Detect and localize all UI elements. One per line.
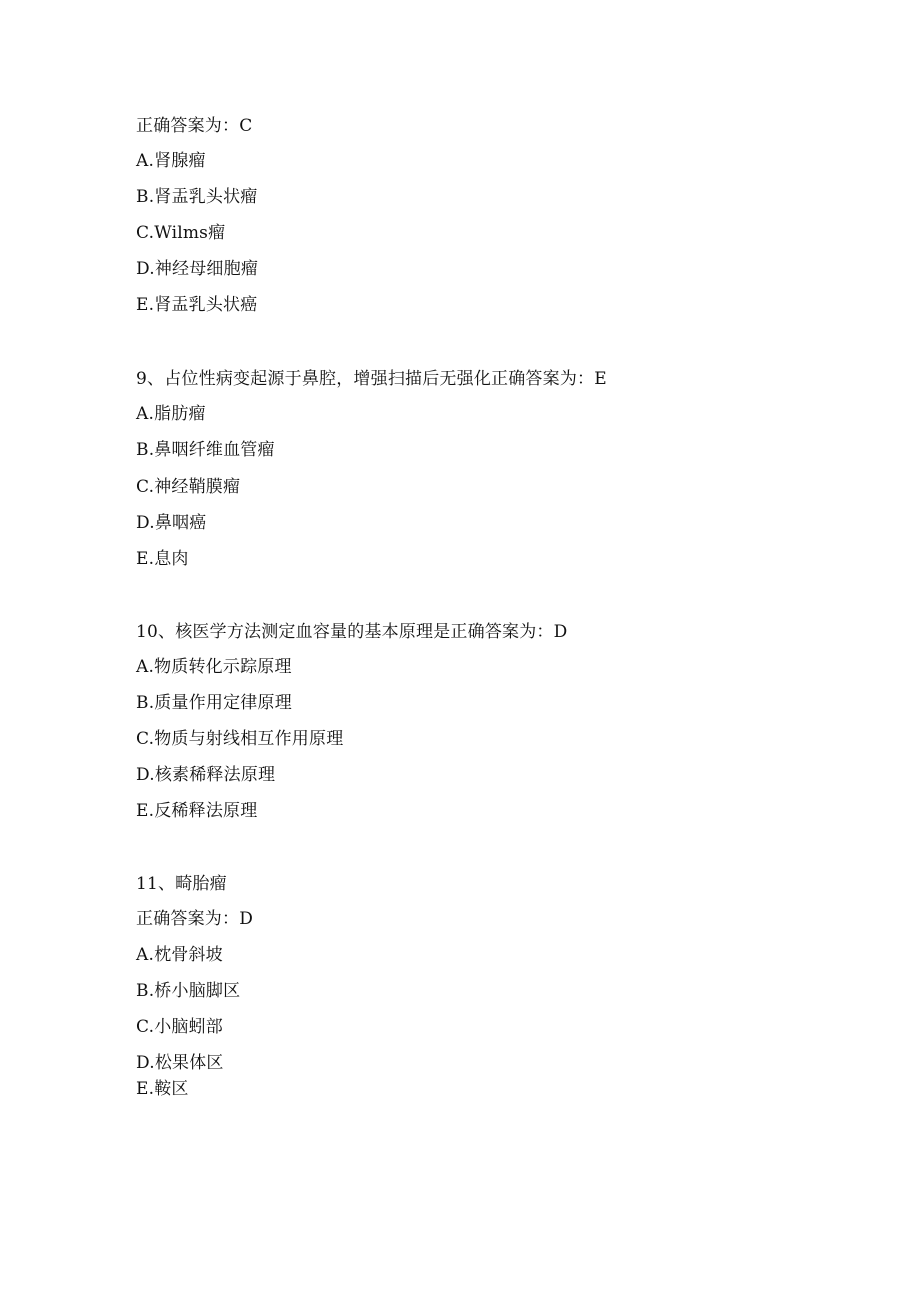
q9-option-a: A.脂肪瘤 [136,404,206,424]
q9-question: 9、占位性病变起源于鼻腔，增强扫描后无强化正确答案为：E [136,369,607,389]
q11-option-e: E.鞍区 [136,1079,189,1099]
q10-question: 10、核医学方法测定血容量的基本原理是正确答案为：D [136,622,568,642]
q11-answer: 正确答案为：D [136,909,254,929]
q8-option-e: E.肾盂乳头状癌 [136,295,258,315]
q9-option-c: C.神经鞘膜瘤 [136,477,241,497]
q11-option-b: B.桥小脑脚区 [136,981,241,1001]
q11-option-c: C.小脑蚓部 [136,1017,224,1037]
q10-option-c: C.物质与射线相互作用原理 [136,729,344,749]
q8-option-d: D.神经母细胞瘤 [136,259,259,279]
q8-option-a: A.肾腺瘤 [136,151,206,171]
q9-option-e: E.息肉 [136,549,189,569]
q9-option-b: B.鼻咽纤维血管瘤 [136,440,275,460]
q11-option-d: D.松果体区 [136,1053,224,1073]
q10-option-d: D.核素稀释法原理 [136,765,276,785]
q10-option-e: E.反稀释法原理 [136,801,258,821]
q9-option-d: D.鼻咽癌 [136,513,207,533]
q10-option-a: A.物质转化示踪原理 [136,657,292,677]
q11-option-a: A.枕骨斜坡 [136,945,223,965]
q11-question: 11、畸胎瘤 [136,874,227,894]
q8-option-c: C.Wilms瘤 [136,223,226,243]
q10-option-b: B.质量作用定律原理 [136,693,292,713]
q8-answer: 正确答案为：C [136,116,253,136]
q8-option-b: B.肾盂乳头状瘤 [136,187,258,207]
